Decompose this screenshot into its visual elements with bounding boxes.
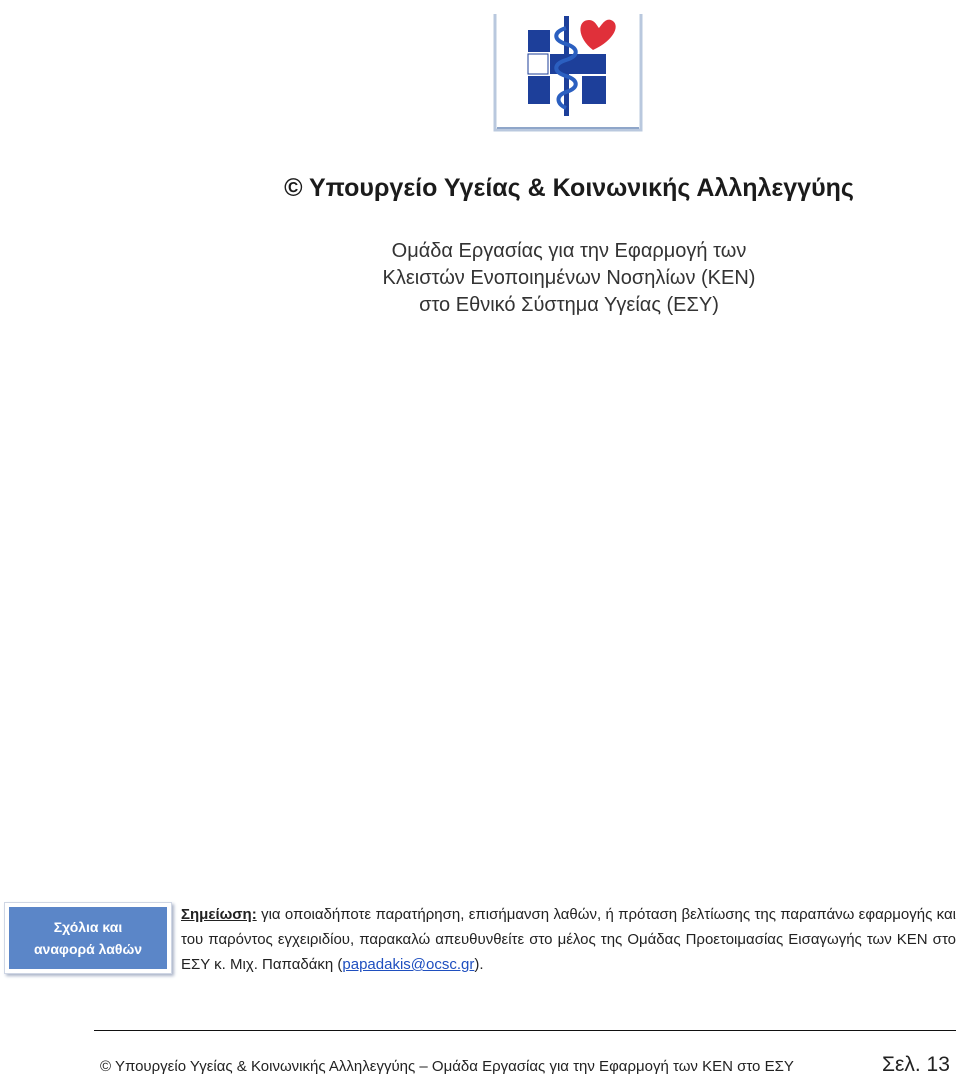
note-paragraph — [181, 902, 956, 977]
note-label: Σημείωση: — [181, 906, 257, 923]
subtitle-line: Κλειστών Ενοποιημένων Νοσηλίων (ΚΕΝ) — [382, 267, 756, 289]
footer-text: © Υπουργείο Υγείας & Κοινωνικής Αλληλεγγύης – Ομάδα Εργασίας για την Εφαρμογή των ΚΕΝ στο ΕΣΥ — [100, 1058, 794, 1075]
comments-label-line: αναφορά λαθών — [33, 941, 143, 957]
subtitle-line: στο Εθνικό Σύστημα Υγείας (ΕΣΥ) — [419, 294, 719, 316]
footer-divider — [94, 1030, 956, 1031]
note-text: για οποιαδήποτε παρατήρηση, επισήμανση λαθών, ή πρόταση βελτίωσης της παραπάνω εφαρμογής και του παρόντος εγχειριδίου, παρακαλώ απευθυνθείτε στο μέλος της Ομάδας Προετοιμασίας Εισαγωγής των ΚΕΝ στο ΕΣΥ κ. Μιχ. Παπαδάκη ( — [181, 906, 957, 973]
contact-email-link[interactable]: papadakis@ocsc.gr — [342, 956, 475, 973]
comments-box — [4, 902, 172, 974]
document-title: © Υπουργείο Υγείας & Κοινωνικής Αλληλεγγύης — [284, 174, 854, 202]
ministry-logo — [493, 12, 643, 134]
caduceus-cross-icon — [493, 12, 643, 134]
document-subtitle — [0, 238, 960, 319]
comments-label-line: Σχόλια και — [53, 919, 123, 935]
note-text-end: ). — [474, 956, 484, 973]
subtitle-line: Ομάδα Εργασίας για την Εφαρμογή των — [391, 240, 747, 262]
page-number: Σελ. 13 — [882, 1053, 950, 1076]
comments-label — [9, 907, 167, 969]
